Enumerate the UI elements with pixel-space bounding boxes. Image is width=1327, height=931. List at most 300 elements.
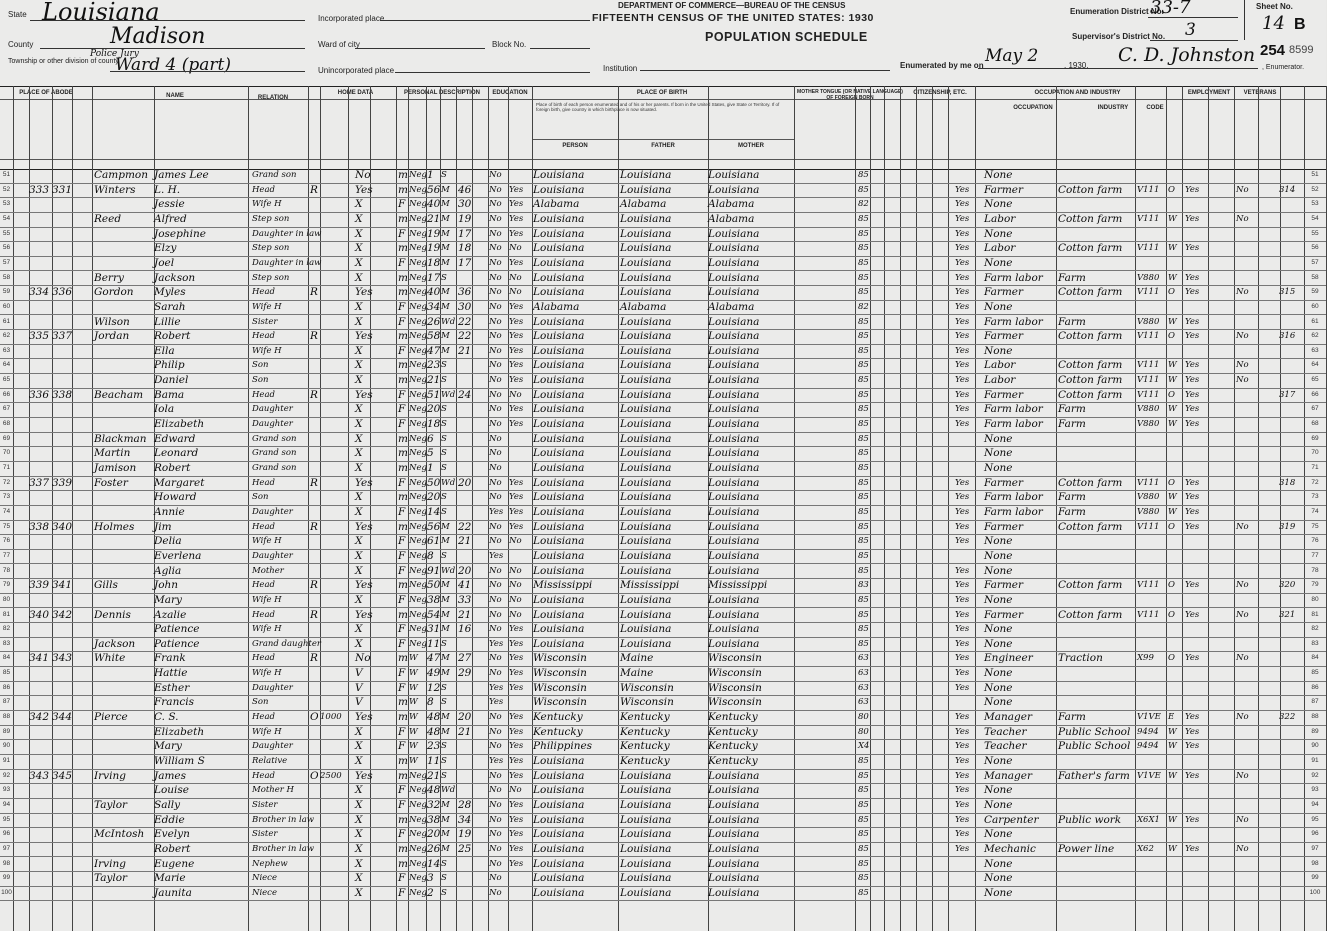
birthplace-code-cell: 85 <box>858 345 869 356</box>
marital-condition-cell: S <box>441 550 447 561</box>
birthplace-code-cell: 85 <box>858 360 869 371</box>
farm-residence-cell: X <box>355 462 363 474</box>
speaks-english-cell: Yes <box>955 272 970 283</box>
line-number-cell: 54 <box>2 214 11 222</box>
table-row <box>0 256 1326 272</box>
class-of-worker-cell <box>1168 593 1180 607</box>
relation-cell: Grand son <box>252 463 297 473</box>
sex-cell: m <box>398 462 408 474</box>
race-cell: Neg <box>409 506 427 517</box>
speaks-english-cell: Yes <box>955 492 970 503</box>
birthplace-code-cell: 85 <box>858 565 869 576</box>
school-attendance-cell: No <box>489 301 502 312</box>
surname-cell <box>94 813 154 827</box>
line-number-right-cell: 89 <box>1311 727 1319 735</box>
surname-cell <box>94 695 154 709</box>
birthplace-father-cell: Louisiana <box>620 315 672 328</box>
relation-cell: Daughter <box>252 682 293 693</box>
dwelling-number-cell: 342 <box>29 711 50 724</box>
farm-schedule-number-cell <box>1279 256 1297 270</box>
birthplace-person-cell: Wisconsin <box>533 681 587 694</box>
given-name-cell: Patience <box>154 637 200 650</box>
home-value-cell <box>320 666 342 680</box>
school-attendance-cell: No <box>489 594 502 605</box>
line-number-right-cell: 68 <box>1311 420 1319 428</box>
birthplace-father-cell: Louisiana <box>620 886 672 899</box>
family-number-cell: 345 <box>52 769 73 782</box>
relation-cell: Relative <box>252 756 288 766</box>
given-name-cell: Sarah <box>154 300 186 313</box>
class-of-worker-cell: W <box>1168 814 1177 825</box>
given-name-cell: Myles <box>154 286 186 299</box>
dwelling-number-cell <box>29 461 50 475</box>
speaks-english-cell <box>955 886 975 900</box>
surname-cell: Beacham <box>94 388 144 401</box>
line-number-cell: 81 <box>2 610 11 618</box>
line-number-right-cell: 93 <box>1311 786 1319 794</box>
birthplace-mother-cell: Louisiana <box>708 564 760 577</box>
farm-schedule-number-cell: 320 <box>1279 580 1296 591</box>
home-tenure-cell: R <box>310 330 318 343</box>
occupation-code-cell: V111 <box>1137 521 1160 532</box>
class-of-worker-cell <box>1168 637 1180 651</box>
line-number-right-cell: 99 <box>1311 874 1319 882</box>
can-read-write-cell: Yes <box>509 756 524 766</box>
line-number-cell: 73 <box>2 493 11 501</box>
veteran-cell <box>1236 827 1256 841</box>
at-work-cell <box>1185 461 1207 475</box>
birthplace-person-cell: Louisiana <box>533 418 585 431</box>
dwelling-number-cell <box>29 241 50 255</box>
relation-cell: Head <box>252 287 275 298</box>
age-cell: 31 <box>427 623 441 636</box>
dwelling-number-cell <box>29 798 50 812</box>
school-attendance-cell: No <box>489 477 502 488</box>
home-value-cell <box>320 402 342 416</box>
family-number-cell <box>52 871 72 885</box>
farm-residence-cell: X <box>355 374 363 387</box>
birthplace-code-cell: 85 <box>858 228 869 239</box>
speaks-english-cell: Yes <box>955 419 970 430</box>
at-work-cell: Yes <box>1185 609 1200 620</box>
family-number-cell <box>52 256 72 270</box>
race-cell: Neg <box>409 858 427 869</box>
table-row <box>0 651 1326 667</box>
given-name-cell: Marie <box>154 872 186 885</box>
occupation-cell: None <box>984 169 1013 181</box>
relation-cell: Son <box>252 697 269 708</box>
veteran-cell <box>1236 783 1256 797</box>
birthplace-father-cell: Louisiana <box>620 623 672 636</box>
veteran-cell: No <box>1236 287 1249 298</box>
school-attendance-cell: No <box>489 814 502 825</box>
relation-cell: Wife H <box>252 536 282 547</box>
can-read-write-cell: Yes <box>509 345 524 356</box>
farm-schedule-number-cell <box>1279 432 1297 446</box>
veteran-cell: No <box>1236 580 1249 591</box>
surname-cell: Holmes <box>94 520 135 533</box>
occupation-code-cell: V111 <box>1137 360 1160 371</box>
sex-cell: F <box>398 872 406 885</box>
veteran-cell <box>1236 402 1256 416</box>
line-number-right-cell: 76 <box>1311 537 1319 545</box>
can-read-write-cell: Yes <box>509 726 524 737</box>
class-of-worker-cell: W <box>1168 404 1177 415</box>
department-line: DEPARTMENT OF COMMERCE—BUREAU OF THE CENSUS <box>618 1 846 10</box>
at-work-cell <box>1185 300 1207 314</box>
farm-residence-cell: Yes <box>355 286 373 299</box>
race-cell: Neg <box>409 594 427 605</box>
sex-cell: F <box>398 344 406 357</box>
dwelling-number-cell <box>29 549 50 563</box>
birthplace-code-cell: 85 <box>858 213 869 224</box>
class-of-worker-cell: W <box>1168 375 1177 386</box>
occupation-code-cell <box>1137 622 1164 636</box>
birthplace-mother-cell: Louisiana <box>708 842 760 855</box>
given-name-cell: Sally <box>154 798 181 811</box>
industry-cell <box>1058 783 1136 797</box>
occupation-code-cell <box>1137 461 1164 475</box>
given-name-cell: Eddie <box>154 813 185 826</box>
birthplace-mother-cell: Wisconsin <box>708 652 762 665</box>
occupation-cell: Farm labor <box>984 491 1043 504</box>
sex-cell: m <box>398 491 408 504</box>
veteran-cell <box>1236 461 1256 475</box>
family-number-cell <box>52 783 72 797</box>
age-at-marriage-cell <box>458 886 470 900</box>
birthplace-person-cell: Philippines <box>533 740 593 753</box>
industry-cell <box>1058 564 1136 578</box>
birthplace-person-cell: Louisiana <box>533 798 585 811</box>
table-row <box>0 695 1326 711</box>
birthplace-mother-cell: Louisiana <box>708 637 760 650</box>
relation-cell: Step son <box>252 272 290 283</box>
line-number-cell: 82 <box>2 625 11 633</box>
occupation-code-cell <box>1137 534 1164 548</box>
township-note: Police Jury <box>90 49 139 59</box>
relation-cell: Daughter <box>252 404 293 415</box>
occupation-cell: None <box>984 344 1013 357</box>
farm-schedule-number-cell <box>1279 212 1297 226</box>
age-at-marriage-cell: 21 <box>458 535 472 548</box>
birthplace-code-cell: 85 <box>858 609 869 620</box>
birthplace-mother-cell: Louisiana <box>708 447 760 460</box>
age-at-marriage-cell <box>458 681 470 695</box>
line-number-right-cell: 95 <box>1311 815 1319 823</box>
line-number-right-cell: 65 <box>1311 376 1319 384</box>
marital-condition-cell: S <box>441 756 447 766</box>
relation-cell: Son <box>252 375 269 386</box>
line-number-cell: 84 <box>2 654 11 662</box>
farm-schedule-number-cell <box>1279 461 1297 475</box>
given-name-cell: Jackson <box>154 271 196 284</box>
birthplace-father-cell: Wisconsin <box>620 681 674 694</box>
age-cell: 51 <box>427 388 441 401</box>
class-of-worker-cell <box>1168 432 1180 446</box>
race-cell: Neg <box>409 389 427 400</box>
race-cell: Neg <box>409 477 427 488</box>
occupation-cell: Farm labor <box>984 418 1043 431</box>
birthplace-code-cell: 85 <box>858 331 869 342</box>
speaks-english-cell: Yes <box>955 404 970 415</box>
farm-schedule-number-cell <box>1279 637 1297 651</box>
birthplace-father-cell: Louisiana <box>620 256 672 269</box>
occupation-cell: None <box>984 755 1013 767</box>
class-of-worker-cell: W <box>1168 419 1177 430</box>
at-work-cell <box>1185 681 1207 695</box>
given-name-cell: Azalie <box>154 608 187 621</box>
speaks-english-cell: Yes <box>955 741 970 752</box>
industry-cell: Cotton farm <box>1058 476 1123 489</box>
occupation-code-cell <box>1137 827 1164 841</box>
speaks-english-cell <box>955 461 975 475</box>
birthplace-code-cell: 85 <box>858 170 869 180</box>
birthplace-person-cell: Louisiana <box>533 491 585 504</box>
given-name-cell: Robert <box>154 462 191 474</box>
occupation-cell: None <box>984 447 1013 460</box>
age-at-marriage-cell <box>458 417 470 431</box>
table-row <box>0 798 1326 814</box>
given-name-cell: Aglia <box>154 564 182 577</box>
given-name-cell: Hattie <box>154 667 188 680</box>
farm-residence-cell: X <box>355 212 363 225</box>
line-number-cell: 74 <box>2 507 11 515</box>
occupation-cell: None <box>984 886 1013 899</box>
sex-cell: m <box>398 842 408 855</box>
birthplace-person-cell: Louisiana <box>533 315 585 328</box>
can-read-write-cell: Yes <box>509 799 524 810</box>
given-name-cell: William S <box>154 755 205 767</box>
marital-condition-cell: S <box>441 682 447 693</box>
given-name-cell: Elzy <box>154 242 177 255</box>
birthplace-code-cell: 85 <box>858 829 869 840</box>
age-cell: 54 <box>427 608 441 621</box>
at-work-cell <box>1185 256 1207 270</box>
family-number-cell: 331 <box>52 183 73 196</box>
race-cell: W <box>409 668 418 679</box>
table-row <box>0 813 1326 829</box>
dwelling-number-cell <box>29 695 50 709</box>
occupation-cell: Farmer <box>984 579 1024 592</box>
age-at-marriage-cell <box>458 168 470 182</box>
birthplace-code-cell: 85 <box>858 272 869 283</box>
veteran-cell: No <box>1236 814 1249 825</box>
age-cell: 48 <box>427 725 441 738</box>
occupation-cell: Labor <box>984 242 1016 255</box>
age-cell: 50 <box>427 579 441 592</box>
line-number-cell: 56 <box>2 244 11 252</box>
speaks-english-cell <box>955 857 975 871</box>
birthplace-mother-cell: Louisiana <box>708 623 760 636</box>
line-number-cell: 86 <box>2 683 11 691</box>
line-number-cell: 94 <box>2 800 11 808</box>
class-of-worker-cell: W <box>1168 506 1177 517</box>
state-label: State <box>8 10 27 19</box>
race-cell: W <box>409 697 418 708</box>
at-work-cell: Yes <box>1185 741 1200 752</box>
sex-cell: F <box>398 725 406 738</box>
home-value-cell <box>320 461 342 475</box>
veteran-cell <box>1236 886 1256 900</box>
home-value-cell <box>320 857 342 871</box>
birthplace-mother-cell: Louisiana <box>708 227 760 240</box>
surname-cell <box>94 739 154 753</box>
birthplace-father-cell: Louisiana <box>620 491 672 504</box>
sex-cell: F <box>398 637 406 650</box>
age-cell: 8 <box>427 549 434 562</box>
family-number-cell: 343 <box>52 652 73 665</box>
marital-condition-cell: S <box>441 375 447 386</box>
line-number-right-cell: 92 <box>1311 771 1319 779</box>
race-cell: Neg <box>409 272 427 283</box>
home-value-cell: 1000 <box>320 712 342 723</box>
marital-condition-cell: M <box>441 331 450 342</box>
surname-cell <box>94 373 154 387</box>
occupation-cell: None <box>984 593 1013 606</box>
dwelling-number-cell <box>29 593 50 607</box>
given-name-cell: Jim <box>154 520 172 533</box>
home-tenure-cell <box>310 725 320 739</box>
birthplace-person-cell: Louisiana <box>533 242 585 255</box>
speaks-english-cell <box>955 549 975 563</box>
surname-cell: Jackson <box>94 637 136 650</box>
farm-schedule-number-cell <box>1279 197 1297 211</box>
school-attendance-cell: No <box>489 624 502 635</box>
veteran-cell: No <box>1236 770 1249 781</box>
relation-cell: Head <box>252 184 275 195</box>
class-of-worker-cell <box>1168 300 1180 314</box>
birthplace-father-cell: Louisiana <box>620 286 672 299</box>
birthplace-person-cell: Louisiana <box>533 784 585 797</box>
school-attendance-cell: No <box>489 741 502 752</box>
relation-cell: Head <box>252 389 275 400</box>
sex-cell: F <box>398 476 406 489</box>
speaks-english-cell: Yes <box>955 682 970 693</box>
home-value-cell <box>320 593 342 607</box>
marital-condition-cell: S <box>441 463 447 473</box>
birthplace-person-cell: Louisiana <box>533 462 585 474</box>
farm-residence-cell: X <box>355 198 363 211</box>
line-number-cell: 55 <box>2 229 11 237</box>
home-value-cell <box>320 564 342 578</box>
line-number-right-cell: 64 <box>1311 361 1319 369</box>
home-value-cell <box>320 622 342 636</box>
industry-cell: Cotton farm <box>1058 520 1123 533</box>
occupation-code-cell: V880 <box>1137 492 1160 503</box>
table-row <box>0 608 1326 624</box>
industry-cell <box>1058 256 1136 270</box>
birthplace-person-cell: Louisiana <box>533 286 585 299</box>
class-of-worker-cell: W <box>1168 243 1177 254</box>
occupation-cell: Mechanic <box>984 842 1036 855</box>
farm-residence-cell: X <box>355 549 363 562</box>
birthplace-code-cell: 85 <box>858 858 869 869</box>
school-attendance-cell: No <box>489 448 502 459</box>
marital-condition-cell: M <box>441 668 450 679</box>
age-cell: 20 <box>427 828 441 841</box>
home-tenure-cell <box>310 256 320 270</box>
home-value-cell <box>320 432 342 446</box>
birthplace-code-cell: 85 <box>858 785 869 796</box>
speaks-english-cell: Yes <box>955 609 970 620</box>
age-at-marriage-cell: 28 <box>458 798 472 811</box>
farm-schedule-number-cell <box>1279 651 1297 665</box>
surname-cell <box>94 593 154 607</box>
farm-residence-cell: X <box>355 432 363 445</box>
age-cell: 26 <box>427 842 441 855</box>
class-of-worker-cell <box>1168 446 1180 460</box>
relation-cell: Niece <box>252 873 277 884</box>
at-work-cell: Yes <box>1185 492 1200 503</box>
class-of-worker-cell <box>1168 871 1180 885</box>
surname-cell: Taylor <box>94 872 128 885</box>
speaks-english-cell: Yes <box>955 726 970 737</box>
table-row <box>0 725 1326 741</box>
occupation-code-cell <box>1137 593 1164 607</box>
birthplace-mother-cell: Louisiana <box>708 330 760 343</box>
occupation-cell: None <box>984 198 1013 211</box>
marital-condition-cell: M <box>441 213 450 224</box>
industry-cell: Cotton farm <box>1058 374 1123 387</box>
surname-cell <box>94 358 154 372</box>
surname-cell <box>94 227 154 241</box>
home-value-cell <box>320 798 342 812</box>
line-number-right-cell: 53 <box>1311 200 1319 208</box>
home-tenure-cell <box>310 446 320 460</box>
family-number-cell: 340 <box>52 520 73 533</box>
given-name-cell: Robert <box>154 330 191 343</box>
at-work-cell: Yes <box>1185 653 1200 664</box>
line-number-right-cell: 83 <box>1311 639 1319 647</box>
can-read-write-cell: No <box>509 580 522 591</box>
race-cell: W <box>409 682 418 693</box>
home-tenure-cell <box>310 505 320 519</box>
home-value-cell <box>320 754 342 768</box>
marital-condition-cell: M <box>441 345 450 356</box>
can-read-write-cell: Yes <box>509 331 524 342</box>
table-row <box>0 402 1326 418</box>
occupation-cell: Teacher <box>984 725 1027 738</box>
class-of-worker-cell <box>1168 681 1180 695</box>
home-tenure-cell <box>310 886 320 900</box>
school-attendance-cell: Yes <box>489 506 504 517</box>
line-number-cell: 60 <box>2 302 11 310</box>
school-attendance-cell: No <box>489 536 502 547</box>
birthplace-father-cell: Louisiana <box>620 271 672 284</box>
veteran-cell <box>1236 197 1256 211</box>
dwelling-number-cell <box>29 373 50 387</box>
home-value-cell <box>320 241 342 255</box>
group-personal-description: PERSONAL DESCRIPTION <box>404 90 480 96</box>
line-number-cell: 59 <box>2 288 11 296</box>
school-attendance-cell: No <box>489 580 502 591</box>
farm-residence-cell: X <box>355 315 363 328</box>
dwelling-number-cell <box>29 564 50 578</box>
farm-schedule-number-cell <box>1279 681 1297 695</box>
family-number-cell <box>52 681 72 695</box>
home-value-cell <box>320 534 342 548</box>
school-attendance-cell: No <box>489 799 502 810</box>
home-tenure-cell <box>310 637 320 651</box>
occupation-code-cell: V880 <box>1137 506 1160 517</box>
family-number-cell <box>52 300 72 314</box>
surname-cell <box>94 886 154 900</box>
family-number-cell: 344 <box>52 711 73 724</box>
occupation-code-cell <box>1137 637 1164 651</box>
class-of-worker-cell <box>1168 798 1180 812</box>
can-read-write-cell: No <box>509 594 522 605</box>
veteran-cell <box>1236 564 1256 578</box>
